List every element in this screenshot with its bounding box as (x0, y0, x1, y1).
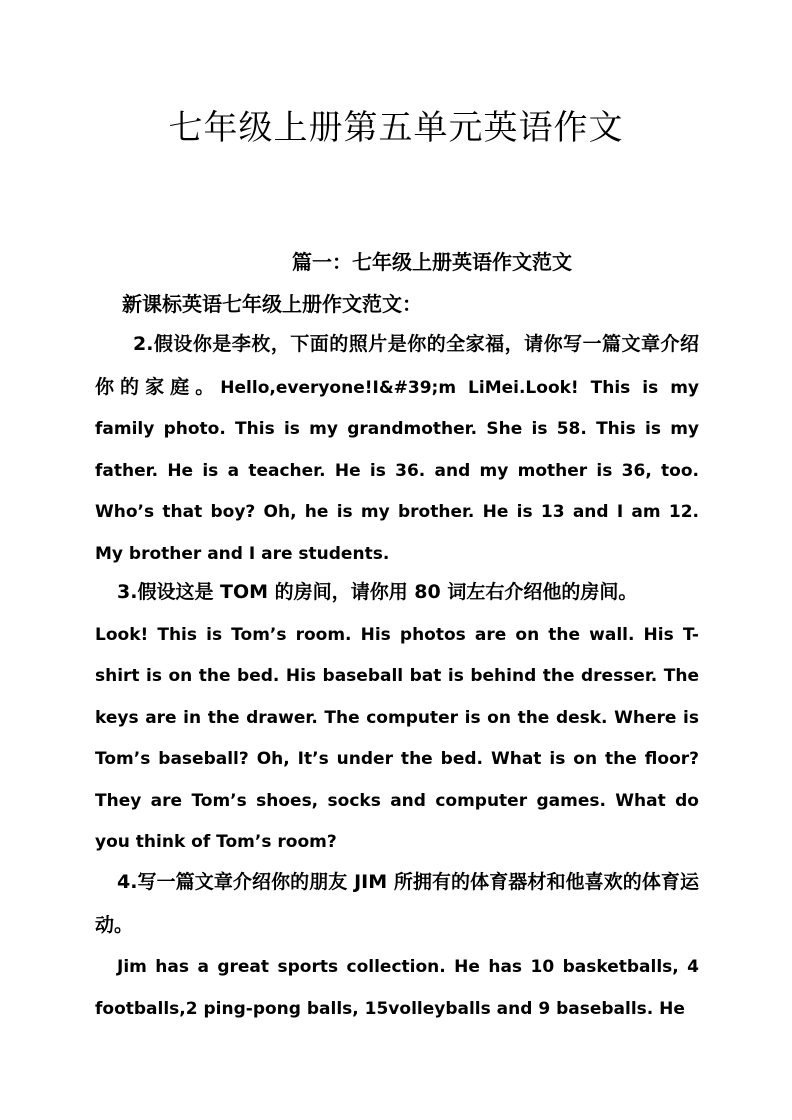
section-heading: 篇一：七年级上册英语作文范文 (292, 250, 572, 274)
essay-text-3: Look! This is Tom’s room. His photos are on the wall. His T-shirt is on the bed. His baseball bat is behind the dresser. The keys are in the drawer. The computer is on the desk. Where is Tom’s baseball? Oh, It’s under the bed. What is on the floor? They are Tom’s shoes, socks and computer games. What do you think of Tom’s room? (95, 624, 699, 852)
essay-prompt-2: 2.假设你是李枚，下面的照片是你的全家福，请你写一篇文章介绍你的家庭。 (95, 333, 699, 398)
essay-prompt-4: 4.写一篇文章介绍你的朋友 JIM 所拥有的体育器材和他喜欢的体育运动。 (95, 871, 699, 936)
essay-block-2 (95, 324, 699, 575)
document-title: 七年级上册第五单元英语作文 (168, 108, 624, 148)
essay-prompt-3: 3.假设这是 TOM 的房间，请你用 80 词左右介绍他的房间。 (117, 581, 638, 603)
essay-text-2: Hello,everyone!I&#39;m LiMei.Look! This is my family photo. This is my grandmother. She is 58. This is my father. He is a teacher. He is 36. and my mother is 36, too. Who’s that boy? Oh, he is my brother. He is 13 and I am 12. My brother and I are students. (95, 377, 699, 564)
essay-text-4: Jim has a great sports collection. He has 10 basketballs, 4 footballs,2 ping-pong balls, 15volleyballs and 9 baseballs. He (95, 957, 699, 1019)
essay-block-4 (95, 862, 699, 1030)
essay-block-3 (95, 572, 699, 864)
subheading: 新课标英语七年级上册作文范文： (122, 292, 422, 316)
